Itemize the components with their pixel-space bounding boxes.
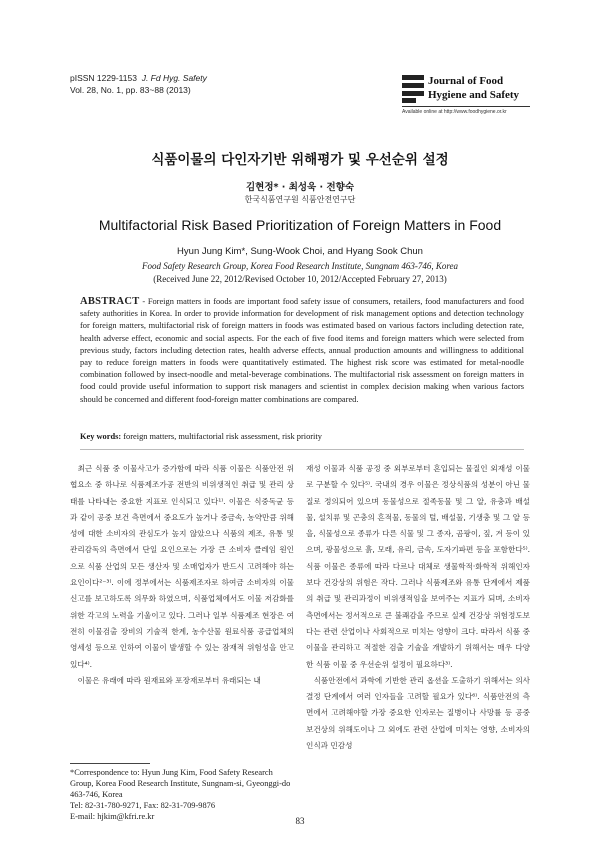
issn: pISSN 1229-1153 xyxy=(70,73,137,83)
english-title: Multifactorial Risk Based Prioritization of Foreign Matters in Food xyxy=(98,217,502,233)
footnote-phone: Tel: 82-31-780-9271, Fax: 82-31-709-9876 xyxy=(70,801,216,810)
submission-dates: (Received June 22, 2012/Revised October 10, 2012/Accepted February 27, 2013) xyxy=(153,274,447,284)
keywords-text: foreign matters, multifactorial risk assessment, risk priority xyxy=(121,432,322,441)
footnote-address: *Correspondence to: Hyun Jung Kim, Food Safety Research Group, Korea Food Research Institute, Sungnam-si, Gyeonggi-do 463-746, Korea xyxy=(70,768,291,799)
volume-info: Vol. 28, No. 1, pp. 83~88 (2013) xyxy=(70,85,191,95)
keywords-heading: Key words: xyxy=(80,432,122,441)
body-column-right xyxy=(306,461,530,754)
body-paragraph: 이물은 유래에 따라 원재료와 포장재로부터 유래되는 내 xyxy=(77,675,261,685)
journal-url: Available online at http://www.foodhygiene.or.kr xyxy=(402,109,507,115)
body-paragraph: 최근 식품 중 이물사고가 증가함에 따라 식품 이물은 식품안전 위협요소 중 하나로 식품제조가공 전반의 비위생적인 취급 및 관리 상태를 나타내는 중요한 지표로 인식되고 있다¹⁾. 이물은 식중독균 등과 같이 공중 보건 측면에서 중요도가 높거나 중금속, 농약만큼 위해성에 대한 소비자의 관심도가 높지 않았으나 식품의 제조, 유통 및 관리감독의 측면에서 단일 요인으로는 가장 큰 소비자 클레임 원인으로 식품 산업의 모든 생산자 및 소매업자가 반드시 고려해야 하는 요인이다²⁻³⁾. 이에 정부에서는 식품제조자로 하여금 소비자의 이물신고를 보고하도록 의무화 하였으며, 식품업체에서도 이물 저감화를 위한 각고의 노력을 기울이고 있다. 그러나 일부 식품제조 현장은 여전히 이물검출 장비의 기술적 한계, 농수산물 원료식품 공급업체의 영세성 등으로 인하여 이물이 발생할 수 있는 잠재적 위험성을 안고 있다⁴⁾. xyxy=(70,464,294,669)
body-column-left xyxy=(70,461,294,689)
correspondence-footnote xyxy=(70,767,294,822)
korean-affiliation: 한국식품연구원 식품안전연구단 xyxy=(244,195,356,204)
korean-authors: 김현정* · 최성욱 · 전향숙 xyxy=(245,182,354,193)
korean-title: 식품이물의 다인자기반 위해평가 및 우선순위 설정 xyxy=(151,152,449,168)
journal-abbreviation: J. Fd Hyg. Safety xyxy=(141,73,207,83)
abstract xyxy=(80,296,524,406)
journal-header-info xyxy=(70,72,207,96)
journal-logo xyxy=(402,74,530,114)
journal-logo-icon xyxy=(402,75,424,103)
body-paragraph: 재성 이물과 식품 공정 중 외부로부터 혼입되는 물질인 외재성 이물로 구분할 수 있다⁵⁾. 국내의 경우 이물은 정상식품의 성분이 아닌 물질로 정의되어 있으며 동물성으로 절족동물 및 그 알, 유충과 배설물, 설치류 및 곤충의 흔적물, 동물의 털, 배설물, 기생충 및 그 알 등을, 식물성으로 종류가 다른 식물 및 그 종자, 곰팡이, 짚, 겨 등이 있으며, 광물성으로 흙, 모래, 유리, 금속, 도자기파편 등을 포함한다⁵⁾. 식품 이물은 종류에 따라 다르나 대체로 생물학적·화학적 위해인자보다 건강상의 위험은 작다. 그러나 식품제조와 유통 단계에서 제품의 취급 및 관리과정이 비위생적임을 보여주는 지표가 되며, 소비자 측면에서는 정서적으로 큰 불쾌감을 주므로 실제 건강상 위험정도보다는 관련 산업이나 사회적으로 미치는 영향이 크다. 따라서 식품 중 이물을 관리하고 적절한 검출 기술을 개발하기 위해서는 매우 다양한 식품 이물 중 우선순위 설정이 필요하다³⁾. xyxy=(306,464,530,669)
english-authors: Hyun Jung Kim*, Sung-Wook Choi, and Hyang Sook Chun xyxy=(177,246,423,257)
journal-logo-title: Journal of Food Hygiene and Safety xyxy=(428,75,520,101)
footnote-divider xyxy=(70,763,150,764)
section-divider xyxy=(80,449,524,450)
abstract-heading: ABSTRACT xyxy=(80,296,140,307)
abstract-text: - Foreign matters in foods are important food safety issue of consumers, retailers, food manufacturers and food safety authorities in Korea. In order to provide information for development of risk management options and detection technology for foreign matters, multifactorial risk of foreign matters in foods was estimated based on various factors including detection rate, health adverse effect, economic and social aspects. For the each of five food items and foreign matters which were selected from previous study, factors including detection rates, health adverse effects, annual production amounts and willingness to additional pay to reduce foreign matters in foods were quantitatively estimated. The highest risk score was estimated for metal-noodle combination followed by insect-noodle and metal-beverage combinations. The multifactorial risk assessment on foreign matters in food could provide useful information to support risk managers and scientist in complex decision making when various factors should be concerned and different food-foreign matter combinations are compared. xyxy=(80,297,524,404)
page-number: 83 xyxy=(295,816,305,826)
footnote-email: E-mail: hjkim@kfri.re.kr xyxy=(70,812,155,821)
keywords xyxy=(80,431,524,443)
body-paragraph: 식품안전에서 과학에 기반한 관리 옵션을 도출하기 위해서는 의사결정 단계에서 여러 인자들을 고려할 필요가 있다⁶⁾. 식품안전의 측면에서 고려해야할 가장 중요한 인자로는 질병이나 사망률 등 공중보건상의 위해도이나 그 외에도 관련 산업에 미치는 영향, 소비자의 인식과 민감성 xyxy=(306,675,530,751)
logo-divider xyxy=(402,106,530,107)
english-affiliation: Food Safety Research Group, Korea Food Research Institute, Sungnam 463-746, Korea xyxy=(141,261,459,271)
